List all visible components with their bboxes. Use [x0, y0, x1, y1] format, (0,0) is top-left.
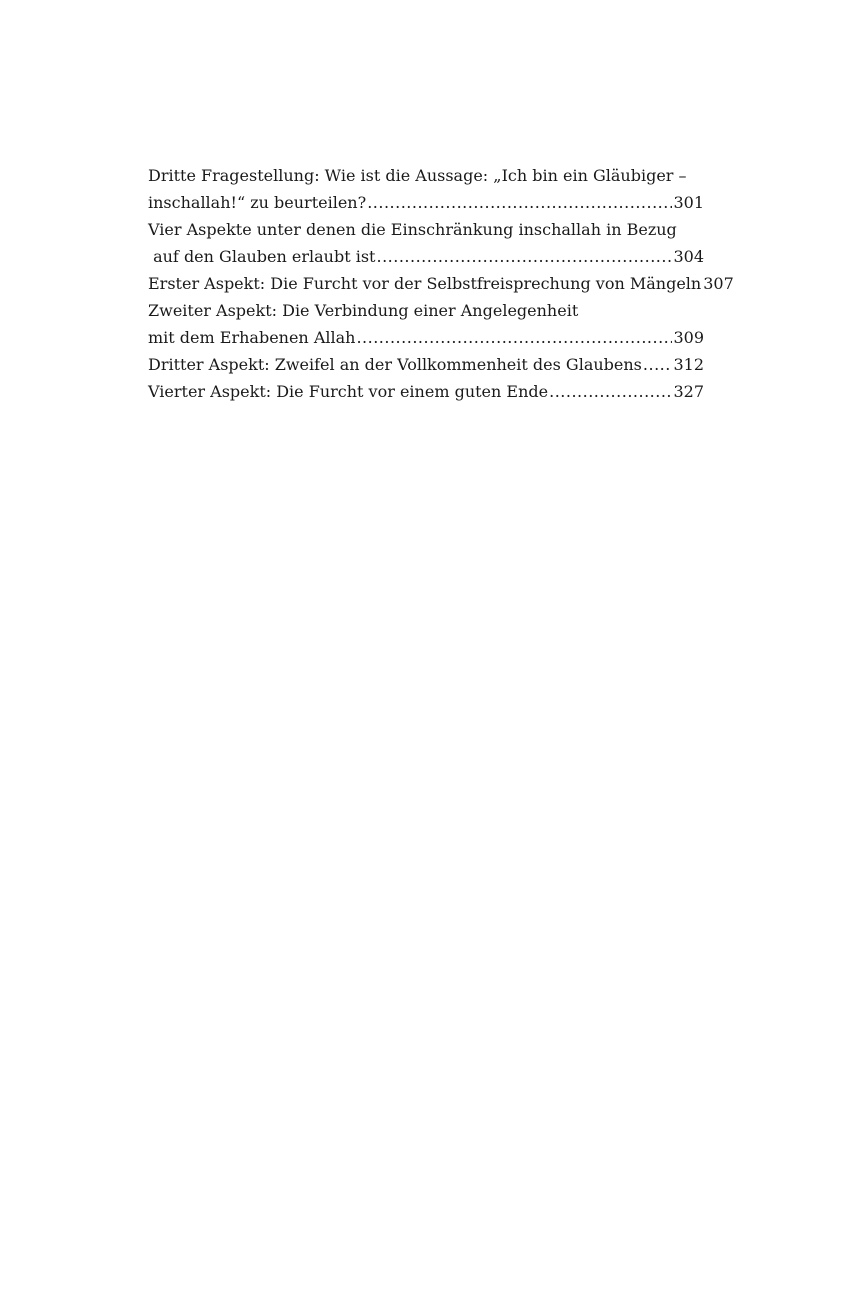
dot-leader — [376, 243, 672, 270]
toc-entry-title-line — [148, 351, 704, 378]
toc-entry-title-line — [148, 378, 704, 405]
dot-leader — [367, 189, 672, 216]
dot-leader — [356, 324, 672, 351]
toc-entry-title: Vier Aspekte unter denen die Einschränkung inschallah in Bezug — [148, 220, 677, 239]
toc-entry-title-line — [148, 270, 734, 297]
toc-entry-title: Dritter Aspekt: Zweifel an der Vollkommenheit des Glaubens — [148, 355, 642, 374]
dot-leader — [643, 351, 673, 378]
toc-entry-title-line — [148, 243, 704, 270]
toc-entry-title-continued: auf den Glauben erlaubt ist — [148, 247, 376, 266]
toc-entry-title: Dritte Fragestellung: Wie ist die Aussage: „Ich bin ein Gläubiger – — [148, 166, 687, 185]
table-of-contents — [148, 162, 734, 405]
toc-entry-title-continued: mit dem Erhabenen Allah — [148, 328, 356, 347]
toc-entry-title: Zweiter Aspekt: Die Verbindung einer Angelegenheit — [148, 301, 579, 320]
toc-entry[interactable] — [148, 351, 704, 378]
toc-entry-title-continued: inschallah!“ zu beurteilen? — [148, 193, 367, 212]
toc-page-number: 301 — [673, 193, 704, 212]
toc-entry[interactable] — [148, 378, 704, 405]
toc-entry-title-line — [148, 297, 704, 324]
toc-page-number: 327 — [673, 382, 704, 401]
toc-page-number: 309 — [673, 328, 704, 347]
toc-entry-title: Vierter Aspekt: Die Furcht vor einem guten Ende — [148, 382, 549, 401]
toc-entry-title: Erster Aspekt: Die Furcht vor der Selbstfreisprechung von Mängeln — [148, 274, 702, 293]
toc-page-number: 307 — [703, 274, 734, 293]
toc-page-number: 312 — [673, 355, 704, 374]
dot-leader — [549, 378, 672, 405]
toc-entry-title-line — [148, 189, 704, 216]
toc-entry[interactable] — [148, 162, 704, 216]
toc-entry-title-line — [148, 324, 704, 351]
toc-entry[interactable] — [148, 216, 704, 270]
toc-entry-title-line — [148, 216, 704, 243]
toc-entry[interactable] — [148, 270, 734, 297]
toc-page-number: 304 — [673, 247, 704, 266]
toc-entry[interactable] — [148, 297, 704, 351]
toc-entry-title-line — [148, 162, 704, 189]
